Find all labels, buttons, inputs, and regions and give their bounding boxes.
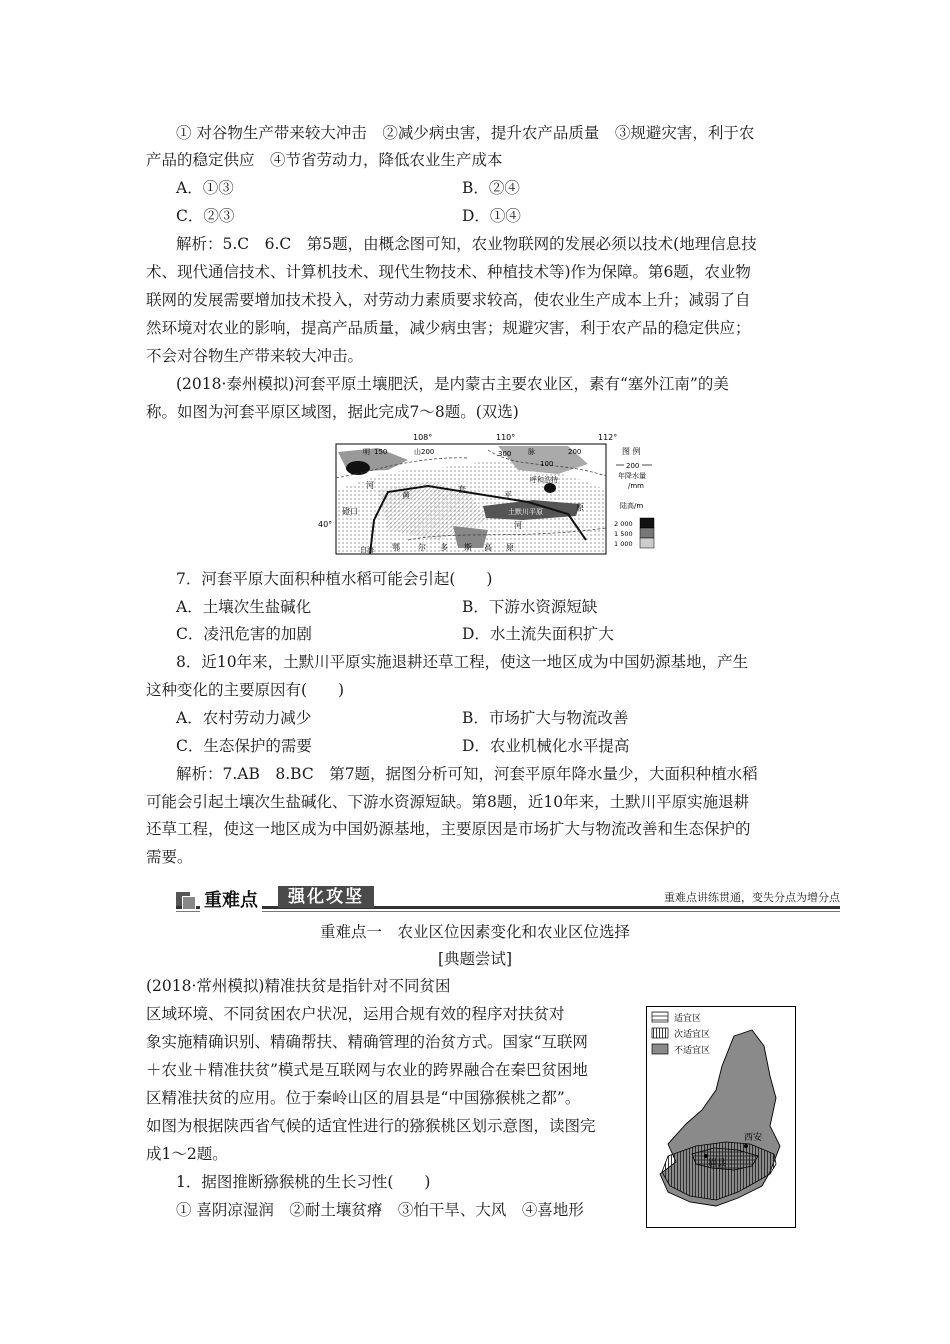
map-label: 鄂 [392,543,400,552]
legend-suitable: 适宜区 [674,1014,702,1024]
contour-label: 300 [498,450,512,458]
banner-title: 重难点 [200,886,262,912]
map-label: 多 [440,543,448,552]
analysis-line: 需要。 [146,848,193,866]
map-label: 套 [458,485,466,494]
analysis-line: 解析：5.C 6.C 第5题，由概念图可知，农业物联网的发展必须以技术(地理信息技 [176,235,757,253]
contour-label: 150 [374,448,388,456]
question-7-stem: 7．河套平原大面积种植水稻可能会引起( ) [176,570,493,588]
map-label: 原 [576,503,584,512]
question-8-stem: 这种变化的主要原因有( ) [146,681,345,699]
analysis-line: 术、现代通信技术、计算机技术、现代生物技术、种植技术等)作为保障。第6题，农业物 [146,263,751,281]
option-statement-line: 产品的稳定供应 ④节省劳动力，降低农业生产成本 [146,151,503,169]
question-intro-line: 称。如图为河套平原区域图，据此完成7～8题。(双选) [146,403,519,421]
lon-112: 112° [598,433,618,442]
legend-altitude: 陆高/m [620,502,644,510]
choice-c: C．②③ [176,207,235,225]
map-label: 脉 [528,448,535,456]
choice-a: A．土壤次生盐碱化 [176,598,312,616]
hetao-plain-map [318,430,658,560]
choice-a: A．①③ [176,179,234,197]
question-8-stem: 8．近10年来，土默川平原实施退耕还草工程，使这一地区成为中国奶源基地，产生 [176,653,749,671]
analysis-line: 还草工程，使这一地区成为中国奶源基地，主要原因是市场扩大与物流改善和生态保护的 [146,820,751,838]
question-intro-line: (2018·泰州模拟)河套平原土壤肥沃，是内蒙古主要农业区，素有“塞外江南”的美 [176,375,729,393]
map-label: 白海 [360,546,374,554]
choice-b: B．②④ [462,179,520,197]
analysis-line: 联网的发展需要增加技术投入，对劳动力素质要求较高，使农业生产成本上升；减弱了自 [146,291,751,309]
legend-alt-2000: 2 000 [614,520,633,528]
option-statement-line: ① 对谷物生产带来较大冲击 ②减少病虫害，提升农产品质量 ③规避灾害，利于农 [176,124,755,142]
section-banner [176,886,840,914]
passage-line: 成1～2题。 [146,1145,228,1163]
contour-label: 山200 [414,448,435,456]
contour-label: 200 [568,448,582,456]
map-label: 斯 [464,543,472,552]
legend-unit: /mm [628,482,644,490]
choice-d: D．农业机械化水平提高 [462,737,630,755]
city-meixian: 眉县 [708,1159,727,1169]
map-label: 黄 [402,491,410,500]
legend-alt-1500: 1 500 [614,530,633,538]
banner-tag: 强化攻坚 [278,886,374,908]
choice-c: C．凌汛危害的加剧 [176,625,312,643]
question-1-stem: 1．据图推断猕猴桃的生长习性( ) [176,1173,431,1191]
choice-a: A．农村劳动力减少 [176,709,312,727]
contour-label: 100 [540,460,554,468]
section-title: 重难点一 农业区位因素变化和农业区位选择 [319,923,630,941]
analysis-line: 不会对谷物生产带来较大冲击。 [146,347,364,365]
shaanxi-kiwi-map [646,1006,796,1228]
analysis-line: 解析：7.AB 8.BC 第7题，据图分析可知，河套平原年降水量少，大面积种植水稻 [176,765,758,783]
passage-line: ＋农业＋精准扶贫”模式是互联网与农业的跨界融合在秦巴贫困地 [146,1061,588,1079]
passage-line: (2018·常州模拟)精准扶贫是指针对不同贫困 [146,977,451,995]
choice-b: B．下游水资源短缺 [462,598,598,616]
legend-alt-1000: 1 000 [614,540,633,548]
lon-110: 110° [496,433,516,442]
map-label: 磴口 [342,507,358,516]
choice-d: D．水土流失面积扩大 [462,625,614,643]
map-label: 原 [506,543,514,552]
lon-108: 108° [413,433,433,442]
passage-line: 区精准扶贫的应用。位于秦岭山区的眉县是“中国猕猴桃之都”。 [146,1089,581,1107]
lat-40: 40° [318,520,333,529]
map-label: 河 [514,521,522,530]
choice-c: C．生态保护的需要 [176,737,312,755]
choice-b: B．市场扩大与物流改善 [462,709,629,727]
choice-d: D．①④ [462,207,521,225]
passage-line: 如图为根据陕西省气候的适宜性进行的猕猴桃区划示意图，读图完 [146,1117,596,1135]
banner-slogan: 重难点讲练贯通，变失分点为增分点 [658,889,840,905]
passage-line: 区域环境、不同贫困农户状况，运用合规有效的程序对扶贫对 [146,1005,565,1023]
legend-title: 图 例 [622,447,641,456]
analysis-line: 然环境对农业的影响，提高产品质量，减少病虫害；规避灾害，利于农产品的稳定供应； [146,319,751,337]
map-label: 高 [484,543,492,552]
map-label: 明 [363,448,370,456]
city-xian: 西安 [744,1133,763,1143]
analysis-line: 可能会引起土壤次生盐碱化、下游水资源短缺。第8题，近10年来，土默川平原实施退耕 [146,793,750,811]
map-label: 河 [366,481,374,490]
question-1-options: ① 喜阴凉湿润 ②耐土壤贫瘠 ③怕干旱、大风 ④喜地形 [176,1201,584,1219]
map-label: 呼和浩特 [530,476,558,484]
map-label: 平 [504,491,512,500]
map-label: 尔 [418,543,426,552]
map-label: 土默川平原 [508,508,543,516]
passage-line: 象实施精确识别、精确帮扶、精确管理的治贫方式。国家“互联网 [146,1033,588,1051]
legend-contour: 200 [626,462,640,470]
legend-rain: 年降水量 [618,472,646,480]
section-subtitle: [典题尝试] [437,950,513,968]
legend-unsuitable: 不适宜区 [674,1046,711,1056]
legend-secondary: 次适宜区 [674,1030,711,1040]
